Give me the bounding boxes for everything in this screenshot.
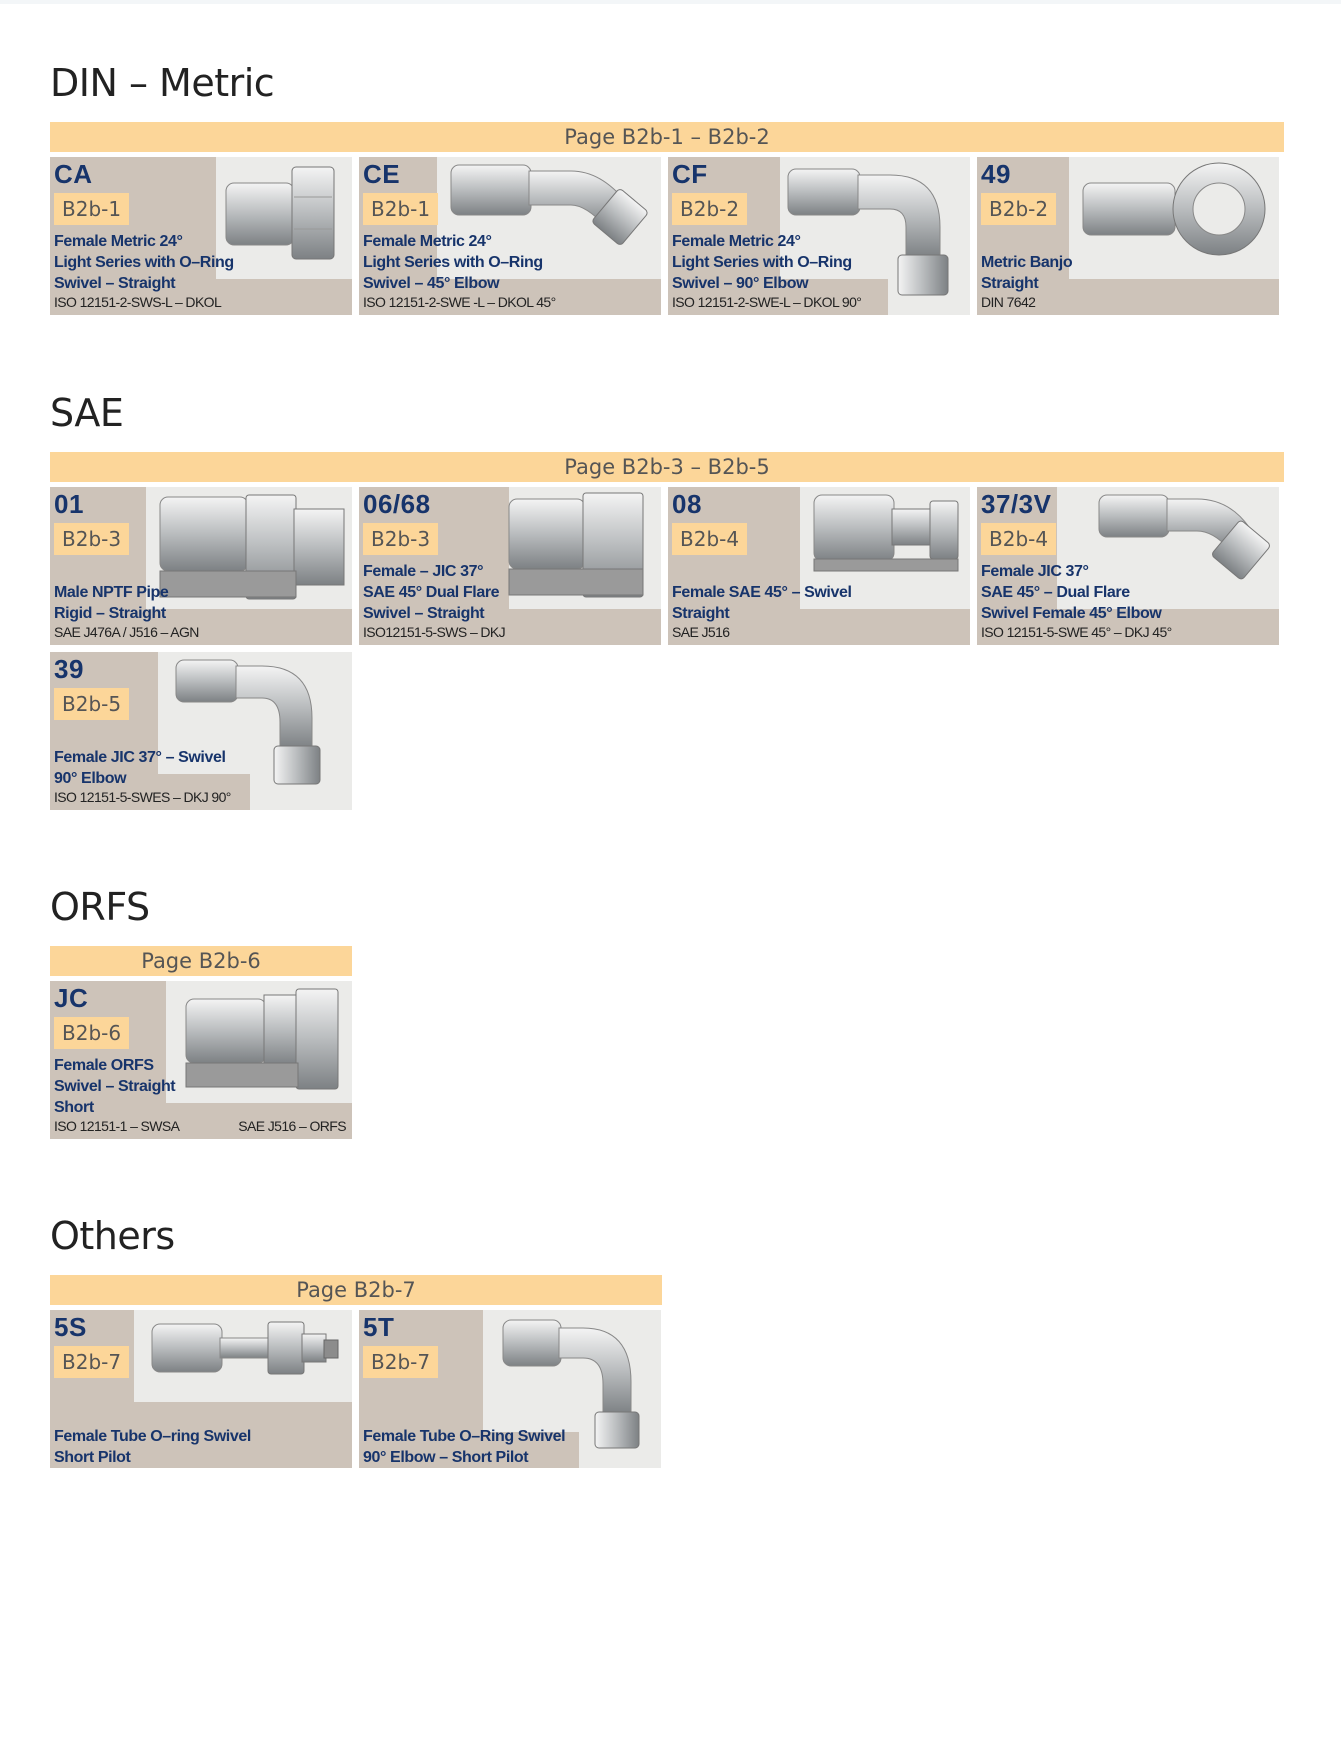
fitting-description: Female JIC 37° – Swivel 90° Elbow xyxy=(54,749,226,787)
fitting-card-37-3v[interactable] xyxy=(977,487,1279,645)
fitting-code: CA xyxy=(54,159,93,189)
page-badge[interactable]: B2b-1 xyxy=(54,193,129,225)
fitting-code: 39 xyxy=(54,654,84,684)
fitting-description: Female – JIC 37° SAE 45° Dual Flare Swivel – Straight xyxy=(363,563,500,622)
fitting-standard: ISO 12151-2-SWE-L – DKOL 90° xyxy=(672,294,862,310)
fitting-code: 08 xyxy=(672,489,702,519)
page-badge[interactable]: B2b-7 xyxy=(363,1346,438,1378)
page-range-bar: Page B2b-3 – B2b-5 xyxy=(50,452,1284,482)
fitting-standard: ISO 12151-2-SWS-L – DKOL xyxy=(54,294,222,310)
page-range-bar: Page B2b-1 – B2b-2 xyxy=(50,122,1284,152)
fitting-description: Female SAE 45° – Swivel Straight xyxy=(672,584,852,622)
section-din-metric xyxy=(50,61,1284,310)
fitting-card-5t[interactable] xyxy=(359,1310,661,1468)
section-others xyxy=(50,1214,662,1466)
section-title: ORFS xyxy=(50,885,150,929)
male-pipe-fitting-icon xyxy=(146,487,352,609)
fitting-code: CF xyxy=(672,159,708,189)
fitting-description: Female ORFS Swivel – Straight Short xyxy=(54,1057,176,1116)
fitting-card-ce[interactable] xyxy=(359,157,661,315)
fitting-card-08[interactable] xyxy=(668,487,970,645)
fitting-standard: ISO 12151-5-SWE 45° – DKJ 45° xyxy=(981,624,1172,640)
page-badge[interactable]: B2b-5 xyxy=(54,688,129,720)
fitting-standard: ISO12151-5-SWS – DKJ xyxy=(363,624,506,640)
section-title: DIN – Metric xyxy=(50,61,275,105)
fitting-card-49[interactable] xyxy=(977,157,1279,315)
fitting-card-ca[interactable] xyxy=(50,157,352,315)
fitting-description: Female Metric 24° Light Series with O–Ring Swivel – Straight xyxy=(54,233,234,292)
female-swivel-fitting-icon xyxy=(501,487,661,609)
fitting-code: 49 xyxy=(981,159,1011,189)
fitting-standard: SAE J476A / J516 – AGN xyxy=(54,624,199,640)
fitting-code: 37/3V xyxy=(981,489,1052,519)
fitting-code: 5S xyxy=(54,1312,87,1342)
fitting-code: 01 xyxy=(54,489,84,519)
fitting-standard: SAE J516 xyxy=(672,624,730,640)
page-badge[interactable]: B2b-4 xyxy=(981,523,1056,555)
orfs-swivel-fitting-icon xyxy=(166,981,352,1103)
page-badge[interactable]: B2b-6 xyxy=(54,1017,129,1049)
section-orfs xyxy=(50,885,352,1134)
page-range-bar: Page B2b-7 xyxy=(50,1275,662,1305)
fitting-card-cf[interactable] xyxy=(668,157,970,315)
page-badge[interactable]: B2b-3 xyxy=(54,523,129,555)
fitting-description: Female Metric 24° Light Series with O–Ring Swivel – 90° Elbow xyxy=(672,233,852,292)
fitting-description: Male NPTF Pipe Rigid – Straight xyxy=(54,584,169,622)
fitting-card-jc[interactable] xyxy=(50,981,352,1139)
fitting-description: Metric Banjo Straight xyxy=(981,254,1073,292)
section-title: SAE xyxy=(50,391,124,435)
fitting-code: CE xyxy=(363,159,401,189)
fitting-code: 06/68 xyxy=(363,489,431,519)
page-badge[interactable]: B2b-2 xyxy=(672,193,747,225)
banjo-fitting-icon xyxy=(1069,157,1279,279)
fitting-code: 5T xyxy=(363,1312,395,1342)
fitting-card-01[interactable] xyxy=(50,487,352,645)
fitting-code: JC xyxy=(54,983,89,1013)
fitting-standard: DIN 7642 xyxy=(981,294,1036,310)
fitting-standard: ISO 12151-5-SWES – DKJ 90° xyxy=(54,789,231,805)
fitting-description: Female Tube O–Ring Swivel 90° Elbow – Short Pilot xyxy=(363,1428,566,1466)
section-sae xyxy=(50,391,1284,805)
top-border xyxy=(0,0,1341,4)
fitting-standard-secondary: SAE J516 – ORFS xyxy=(238,1118,346,1134)
fitting-standard: ISO 12151-1 – SWSA xyxy=(54,1118,180,1134)
page-badge[interactable]: B2b-3 xyxy=(363,523,438,555)
fitting-standard: ISO 12151-2-SWE -L – DKOL 45° xyxy=(363,294,556,310)
page-range-bar: Page B2b-6 xyxy=(50,946,352,976)
tube-swivel-fitting-icon xyxy=(134,1310,352,1402)
fitting-card-06-68[interactable] xyxy=(359,487,661,645)
fitting-description: Female Tube O–ring Swivel Short Pilot xyxy=(54,1428,251,1466)
fitting-description: Female JIC 37° SAE 45° – Dual Flare Swivel Female 45° Elbow xyxy=(981,563,1162,622)
section-title: Others xyxy=(50,1214,175,1258)
page-badge[interactable]: B2b-2 xyxy=(981,193,1056,225)
fitting-card-39[interactable] xyxy=(50,652,352,810)
page-badge[interactable]: B2b-4 xyxy=(672,523,747,555)
fitting-description: Female Metric 24° Light Series with O–Ring Swivel – 45° Elbow xyxy=(363,233,543,292)
page-badge[interactable]: B2b-7 xyxy=(54,1346,129,1378)
fitting-card-5s[interactable] xyxy=(50,1310,352,1468)
page-badge[interactable]: B2b-1 xyxy=(363,193,438,225)
